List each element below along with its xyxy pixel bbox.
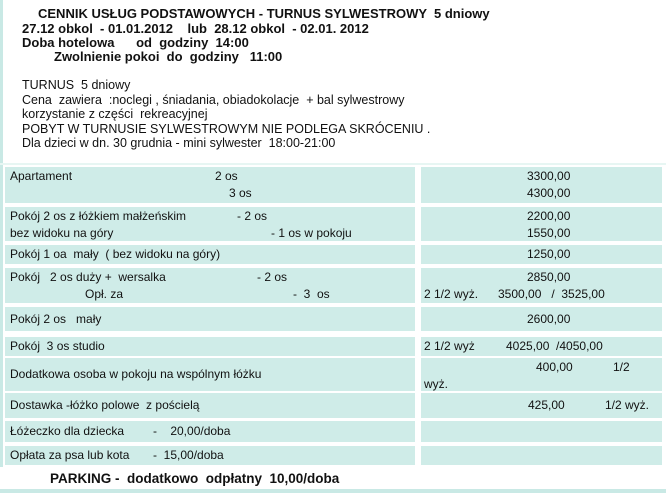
row-label-cell [5,307,415,331]
table-row [5,307,662,331]
table-row [5,393,662,418]
table-cell-line: Pokój 2 os mały [10,311,102,326]
row-price-cell [421,307,662,331]
table-cell-line: Łóżeczko dla dziecka - 20,00/doba [10,424,231,438]
table-row [5,446,662,465]
row-label-cell [5,167,415,203]
row-label-cell [5,245,415,264]
row-price-cell [421,245,662,264]
table-cell-line: Pokój 2 os z łóżkiem małżeńskim - 2 os [10,209,268,223]
header-checkin: Doba hotelowa od godziny 14:00 [22,35,249,50]
table-cell-line: 400,00 1/2 [536,360,630,374]
table-row [5,358,662,391]
table-cell-line: Pokój 3 os studio [10,339,105,353]
table-cell-line: 1250,00 [527,247,571,261]
table-cell-line: 3300,00 [527,169,571,183]
table-cell-line: 2 1/2 wyż. 3500,00 / 3525,00 [424,287,605,301]
table-row [5,207,662,241]
row-label-cell [5,421,415,442]
intro-line: TURNUS 5 dniowy [22,78,131,92]
row-label-cell [5,393,415,418]
table-cell-line: 2 1/2 wyż 4025,00 /4050,00 [424,339,603,353]
row-label-cell [5,268,415,303]
row-price-cell [421,268,662,303]
table-top-border [0,163,666,165]
intro-line: korzystanie z części rekreacyjnej [22,107,208,121]
header-dates: 27.12 obkol - 01.01.2012 lub 28.12 obkol - 02.01. 2012 [22,21,369,36]
intro-line: POBYT W TURNUSIE SYLWESTROWYM NIE PODLEGA SKRÓCENIU . [22,121,431,136]
table-row [5,245,662,264]
row-price-cell [421,207,662,241]
row-label-cell [5,207,415,241]
table-cell-line: Pokój 1 oa mały ( bez widoku na góry) [10,247,221,261]
row-price-cell [421,393,662,418]
intro-line: Cena zawiera :noclegi , śniadania, obiadokolacje + bal sylwestrowy [22,92,405,107]
table-row [5,337,662,356]
intro-paragraph [22,78,430,151]
table-cell-line: 4300,00 [527,186,571,200]
left-edge-strip [0,0,3,467]
table-cell-line: 2850,00 [527,270,571,284]
table-cell-line: Dodatkowa osoba w pokoju na wspólnym łóżku [10,367,262,381]
table-cell-line: bez widoku na góry - 1 os w pokoju [10,226,352,240]
row-price-cell [421,167,662,203]
row-price-cell [421,358,662,391]
table-cell-line: 2200,00 [527,209,571,223]
table-cell-line: 2600,00 [527,311,571,326]
table-cell-line: Apartament 2 os [10,169,238,183]
table-cell-line: Dostawka -łóżko polowe z pościelą [10,398,200,412]
parking-note: PARKING - dodatkowo odpłatny 10,00/doba [50,471,340,486]
page-title: CENNIK USŁUG PODSTAWOWYCH - TURNUS SYLWESTROWY 5 dniowy [38,6,490,21]
table-cell-line: 3 os [229,186,252,200]
header-checkout: Zwolnienie pokoi do godziny 11:00 [54,49,283,64]
bottom-edge-strip [0,489,666,493]
intro-line: Dla dzieci w dn. 30 grudnia - mini sylwester 18:00-21:00 [22,136,336,150]
row-label-cell [5,358,415,391]
table-row [5,421,662,442]
table-cell-line: Opł. za - 3 os [85,287,330,301]
table-cell-line: wyż. [424,377,448,391]
row-price-cell [421,446,662,465]
table-cell-line: 1550,00 [527,226,571,240]
table-row [5,268,662,303]
row-label-cell [5,337,415,356]
row-label-cell [5,446,415,465]
row-price-cell [421,337,662,356]
table-cell-line: 425,00 1/2 wyż. [528,398,650,412]
table-row [5,167,662,203]
price-table [5,167,662,465]
table-cell-line: Pokój 2 os duży + wersalka - 2 os [10,270,288,284]
table-cell-line: Opłata za psa lub kota - 15,00/doba [10,448,224,462]
row-price-cell [421,421,662,442]
